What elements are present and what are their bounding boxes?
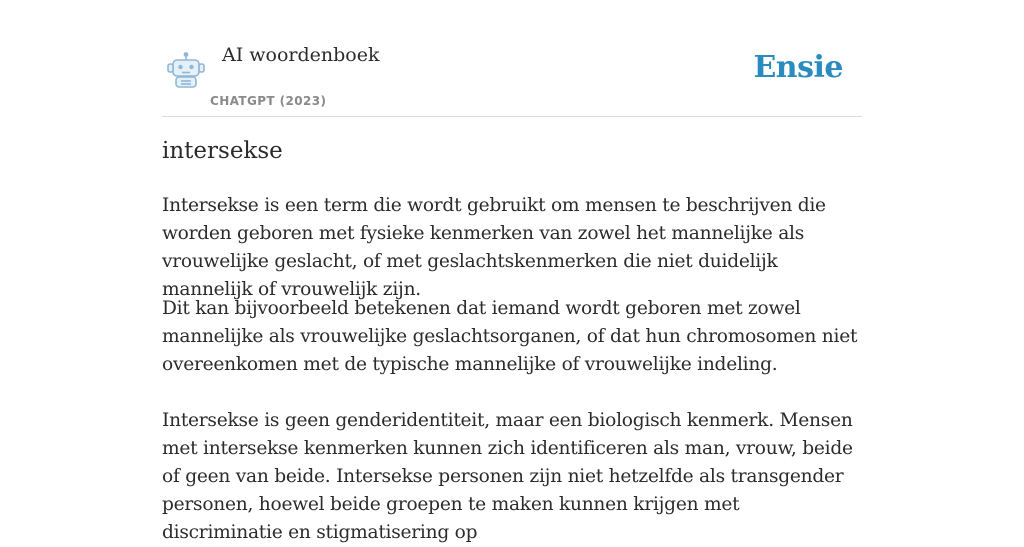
definition-paragraph: Dit kan bijvoorbeeld betekenen dat iemand wordt geboren met zowel mannelijke als vrouwelijke geslachtsorganen, of dat hun chromosomen niet overeenkomen met de typische mannelijke of vrouwelijke indeling. (162, 298, 858, 375)
entry-term: intersekse (162, 138, 283, 164)
brand-logo[interactable]: Ensie (753, 50, 843, 85)
dictionary-page (162, 0, 862, 543)
robot-icon (166, 52, 206, 90)
entry-header (162, 0, 862, 117)
definition-paragraph: Intersekse is geen genderidentiteit, maar een biologisch kenmerk. Mensen met intersekse kenmerken kunnen zich identificeren als man, vrouw, beide of geen van beide. Intersekse personen zijn niet hetzelfde als transgender personen, hoewel beide groepen te maken kunnen krijgen met discriminatie en stigmatisering op (162, 410, 853, 543)
source-subtitle: CHATGPT (2023) (210, 94, 327, 108)
definition-paragraph: Intersekse is een term die wordt gebruikt om mensen te beschrijven die worden geboren met fysieke kenmerken van zowel het mannelijke als vrouwelijke geslacht, of met geslachtskenmerken die niet duidelijk mannelijk of vrouwelijk zijn. (162, 195, 826, 300)
source-title[interactable]: AI woordenboek (222, 44, 380, 66)
